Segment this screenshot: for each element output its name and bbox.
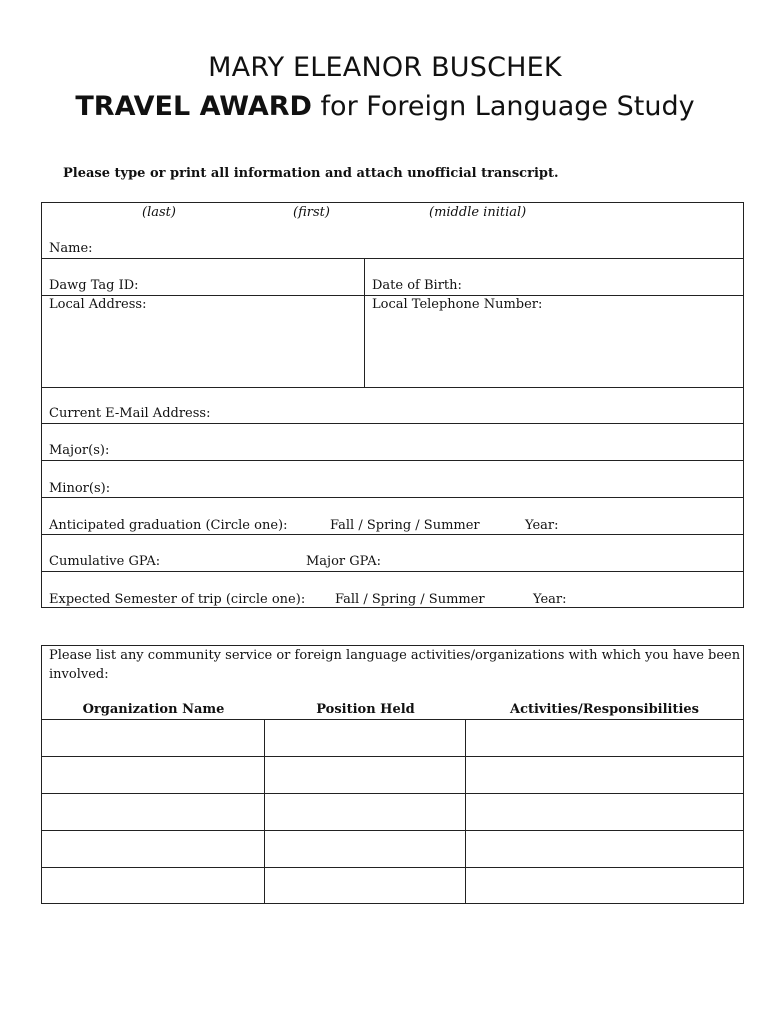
middle-initial-hint: (middle initial): [429, 205, 527, 220]
divider: [42, 571, 743, 572]
table-row-divider: [42, 867, 743, 868]
major-label[interactable]: Major(s):: [49, 443, 110, 458]
local-address-label[interactable]: Local Address:: [49, 297, 147, 312]
personal-info-section: [41, 202, 744, 608]
last-name-hint: (last): [142, 205, 176, 220]
divider: [42, 497, 743, 498]
table-header-divider: [42, 719, 743, 720]
subtitle-bold: TRAVEL AWARD: [75, 91, 312, 122]
major-gpa-label[interactable]: Major GPA:: [306, 554, 381, 569]
graduation-label: Anticipated graduation (Circle one):: [49, 518, 288, 533]
column-header-position: Position Held: [316, 702, 415, 717]
table-row-divider: [42, 830, 743, 831]
form-title: MARY ELEANOR BUSCHEK: [208, 52, 562, 83]
email-label[interactable]: Current E-Mail Address:: [49, 406, 211, 421]
dob-label[interactable]: Date of Birth:: [372, 278, 462, 293]
table-row-divider: [42, 756, 743, 757]
divider: [42, 423, 743, 424]
divider: [42, 258, 743, 259]
name-label: Name:: [49, 241, 93, 256]
column-divider: [364, 258, 365, 387]
activities-section: [41, 645, 744, 904]
divider: [42, 387, 743, 388]
column-divider: [465, 719, 466, 904]
subtitle-rest: for Foreign Language Study: [311, 91, 695, 122]
divider: [42, 295, 743, 296]
graduation-options[interactable]: Fall / Spring / Summer: [330, 518, 480, 533]
first-name-hint: (first): [293, 205, 330, 220]
activities-prompt-line1: Please list any community service or foreign language activities/organizations with which you have been: [49, 648, 741, 663]
table-row-divider: [42, 793, 743, 794]
local-phone-label[interactable]: Local Telephone Number:: [372, 297, 543, 312]
trip-semester-label: Expected Semester of trip (circle one):: [49, 592, 306, 607]
instructions: Please type or print all information and attach unofficial transcript.: [63, 166, 559, 181]
column-header-activities: Activities/Responsibilities: [509, 702, 700, 717]
cumulative-gpa-label[interactable]: Cumulative GPA:: [49, 554, 161, 569]
graduation-year-label[interactable]: Year:: [525, 518, 559, 533]
column-header-organization: Organization Name: [82, 702, 225, 717]
activities-prompt-line2: involved:: [49, 667, 109, 682]
trip-semester-options[interactable]: Fall / Spring / Summer: [335, 592, 485, 607]
divider: [42, 460, 743, 461]
form-subtitle: [0, 91, 770, 122]
divider: [42, 534, 743, 535]
column-divider: [264, 719, 265, 904]
trip-year-label[interactable]: Year:: [533, 592, 567, 607]
dawg-tag-label[interactable]: Dawg Tag ID:: [49, 278, 139, 293]
minor-label[interactable]: Minor(s):: [49, 481, 111, 496]
